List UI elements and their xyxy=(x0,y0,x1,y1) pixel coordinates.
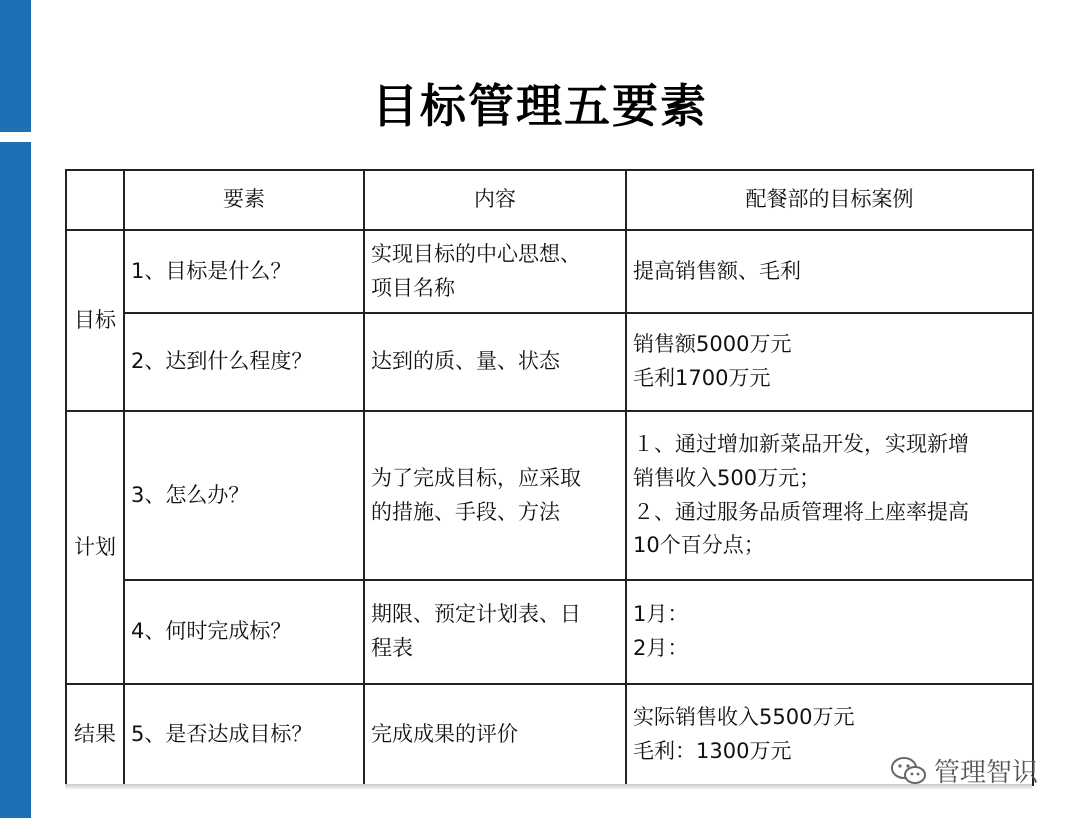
example-line: １、通过增加新菜品开发，实现新增 xyxy=(633,432,969,457)
content-line: 项目名称 xyxy=(371,275,455,300)
example-cell xyxy=(626,580,1033,684)
example-line: 毛利：1300万元 xyxy=(633,738,792,763)
header-cell-content: 内容 xyxy=(364,170,626,230)
content-cell xyxy=(364,313,626,411)
table-row xyxy=(66,313,1033,411)
content-line: 实现目标的中心思想、 xyxy=(371,241,581,266)
group-label-result: 结果 xyxy=(66,684,124,785)
example-line: 提高销售额、毛利 xyxy=(633,258,801,283)
content-cell xyxy=(364,411,626,580)
example-cell xyxy=(626,411,1033,580)
example-cell xyxy=(626,313,1033,411)
example-line: 1月： xyxy=(633,602,689,627)
example-line: 2月： xyxy=(633,636,689,660)
content-cell xyxy=(364,580,626,684)
group-label-plan: 计划 xyxy=(66,411,124,684)
example-cell xyxy=(626,230,1033,313)
example-line: 10个百分点； xyxy=(633,533,765,558)
table-row xyxy=(66,684,1033,785)
group-label-goal: 目标 xyxy=(66,230,124,411)
table-row xyxy=(66,230,1033,313)
element-cell: 3、怎么办？ xyxy=(124,411,364,580)
example-line: 实际销售收入5500万元 xyxy=(633,704,855,729)
page-title: 目标管理五要素 xyxy=(372,79,708,133)
header-cell-example: 配餐部的目标案例 xyxy=(626,170,1033,230)
content-line: 期限、预定计划表、日 xyxy=(371,602,581,627)
watermark-text: 管理智识 xyxy=(933,758,1038,788)
table-header-row xyxy=(66,170,1033,230)
content-cell xyxy=(364,684,626,785)
watermark xyxy=(890,752,1038,789)
side-accent-bar-bottom xyxy=(0,142,31,818)
example-line: 毛利1700万元 xyxy=(633,366,771,390)
content-line: 为了完成目标，应采取 xyxy=(371,465,581,490)
elements-table xyxy=(65,169,1034,786)
example-line: ２、通过服务品质管理将上座率提高 xyxy=(633,499,969,524)
table-shadow xyxy=(65,784,1032,790)
content-line: 完成成果的评价 xyxy=(371,721,518,746)
table-row xyxy=(66,411,1033,580)
element-cell: 1、目标是什么？ xyxy=(124,230,364,313)
example-line: 销售收入500万元； xyxy=(633,465,821,490)
element-cell: 4、何时完成标？ xyxy=(124,580,364,684)
content-line: 的措施、手段、方法 xyxy=(371,499,560,524)
example-line: 销售额5000万元 xyxy=(633,332,792,357)
content-line: 程表 xyxy=(371,636,413,660)
header-cell-empty xyxy=(66,170,124,230)
wechat-icon xyxy=(890,756,928,786)
table-row xyxy=(66,580,1033,684)
header-cell-element: 要素 xyxy=(124,170,364,230)
element-cell: 5、是否达成目标？ xyxy=(124,684,364,785)
content-cell xyxy=(364,230,626,313)
element-cell: 2、达到什么程度？ xyxy=(124,313,364,411)
content-line: 达到的质、量、状态 xyxy=(371,349,560,374)
